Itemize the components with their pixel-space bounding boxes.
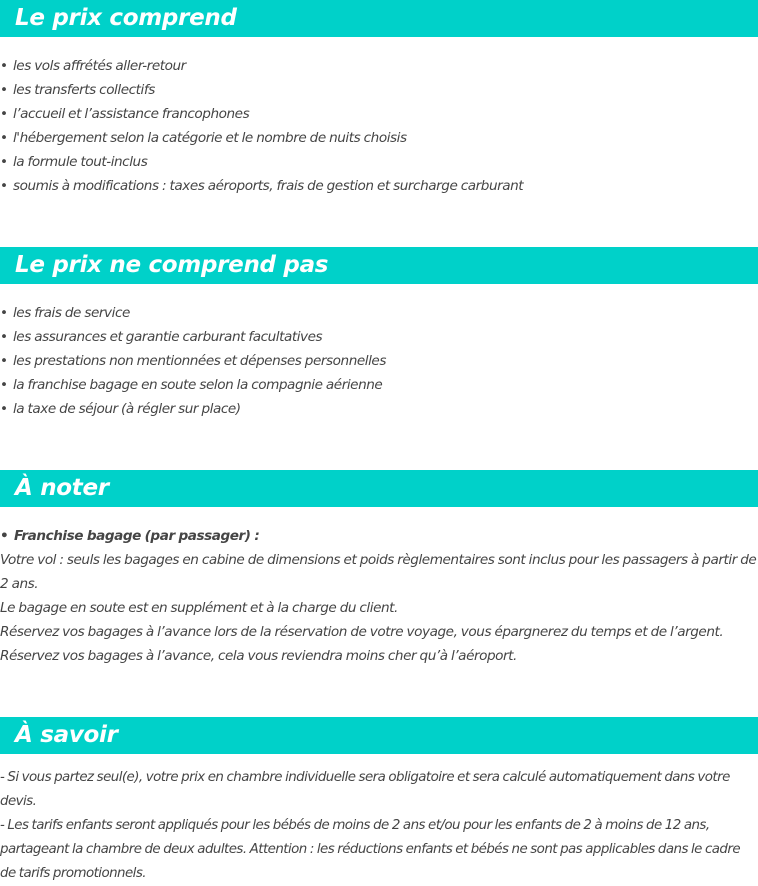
note-paragraph: Réservez vos bagages à l’avance, cela vous reviendra moins cher qu’à l’aéroport. (0, 648, 517, 664)
bullet-icon: • (0, 377, 8, 393)
list-item: • les assurances et garantie carburant facultatives (0, 329, 323, 345)
list-item: • les prestations non mentionnées et dépenses personnelles (0, 353, 386, 369)
excluded-section (0, 247, 758, 421)
bullet-icon: • (0, 528, 9, 544)
note-paragraph: Votre vol : seuls les bagages en cabine de dimensions et poids règlementaires sont inclus pour les passagers à partir de 2 ans. (0, 552, 757, 592)
list-item: • l’accueil et l’assistance francophones (0, 106, 250, 122)
included-heading: Le prix comprend (0, 0, 758, 37)
list-item: • la franchise bagage en soute selon la compagnie aérienne (0, 377, 383, 393)
bullet-icon: • (0, 106, 8, 122)
know-body (0, 766, 758, 886)
note-heading: À noter (0, 470, 758, 507)
excluded-list (0, 301, 758, 421)
list-item: • les vols affrétés aller-retour (0, 58, 186, 74)
bullet-icon: • (0, 130, 8, 146)
list-item: • les transferts collectifs (0, 82, 155, 98)
baggage-subheading: • Franchise bagage (par passager) : (0, 528, 260, 544)
note-paragraph: Réservez vos bagages à l’avance lors de la réservation de votre voyage, vous épargnerez du temps et de l’argent. (0, 624, 724, 640)
know-paragraph: - Si vous partez seul(e), votre prix en chambre individuelle sera obligatoire et sera calculé automatiquement dans votre devis. (0, 770, 730, 809)
note-body (0, 524, 758, 668)
note-section (0, 470, 758, 668)
bullet-icon: • (0, 178, 8, 194)
bullet-icon: • (0, 353, 8, 369)
know-heading: À savoir (0, 717, 758, 754)
bullet-icon: • (0, 154, 8, 170)
excluded-heading: Le prix ne comprend pas (0, 247, 758, 284)
bullet-icon: • (0, 329, 8, 345)
list-item: • l'hébergement selon la catégorie et le nombre de nuits choisis (0, 130, 407, 146)
list-item: • la formule tout-inclus (0, 154, 148, 170)
bullet-icon: • (0, 58, 8, 74)
note-paragraph: Le bagage en soute est en supplément et à la charge du client. (0, 600, 398, 616)
know-paragraph: - Les tarifs enfants seront appliqués pour les bébés de moins de 2 ans et/ou pour les enfants de 2 à moins de 12 ans, partageant la chambre de deux adultes. Attention : les réductions enfants et bébés ne sont pas applicables dans le cadre de tarifs promotionnels. (0, 818, 741, 881)
list-item: • soumis à modifications : taxes aéroports, frais de gestion et surcharge carburant (0, 178, 524, 194)
bullet-icon: • (0, 82, 8, 98)
bullet-icon: • (0, 401, 8, 417)
included-section (0, 0, 758, 198)
list-item: • la taxe de séjour (à régler sur place) (0, 401, 241, 417)
list-item: • les frais de service (0, 305, 130, 321)
included-list (0, 54, 758, 198)
bullet-icon: • (0, 305, 8, 321)
know-section (0, 717, 758, 886)
